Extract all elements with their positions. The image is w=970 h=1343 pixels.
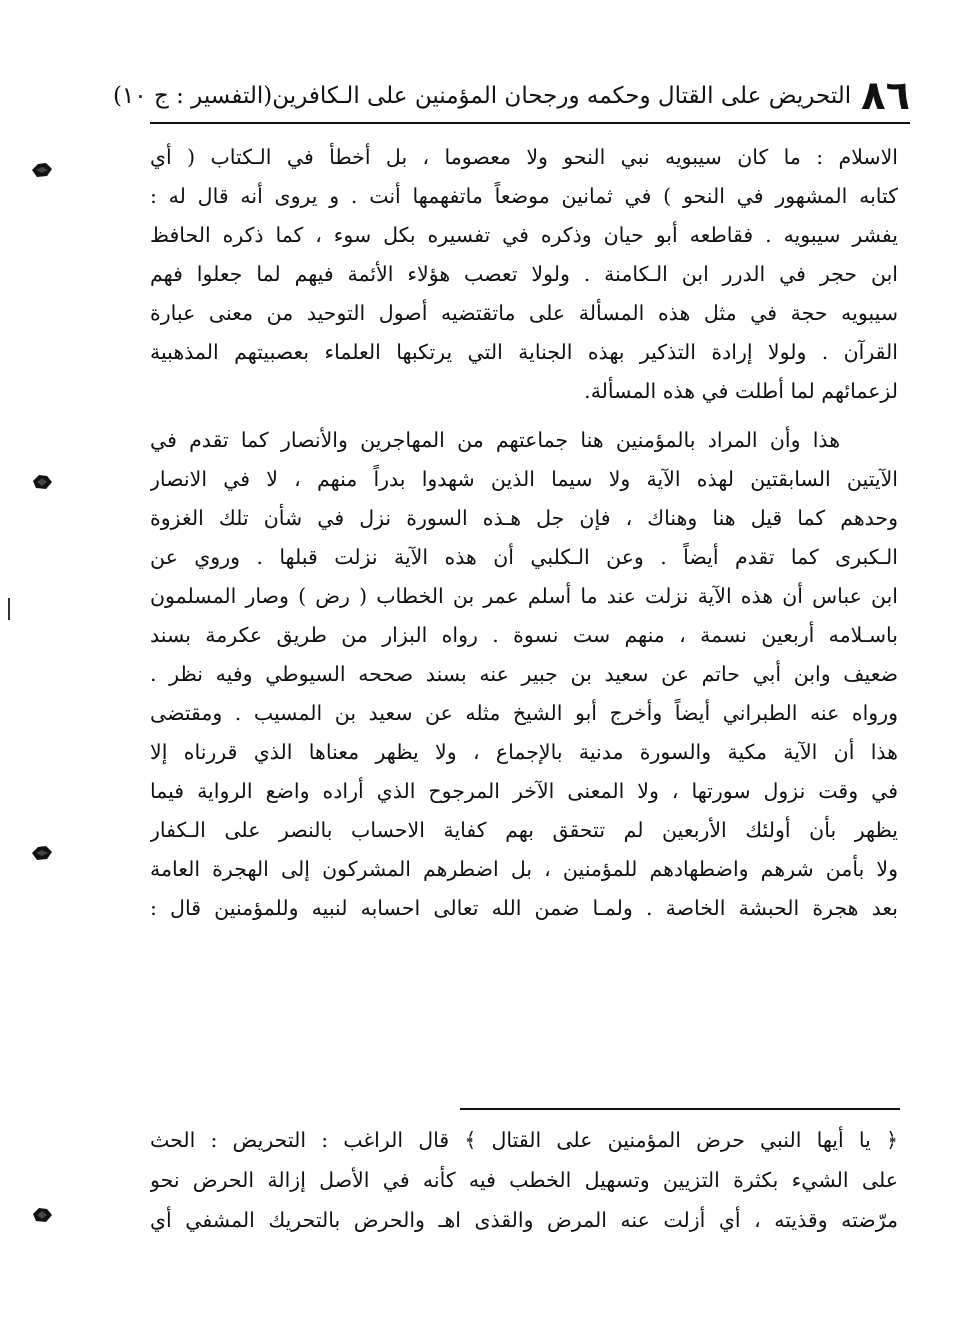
binding-hole-mark-icon <box>30 1205 54 1225</box>
paragraph-1 <box>150 138 898 411</box>
footnote-section <box>150 1120 898 1240</box>
binding-hole-mark-icon <box>30 472 54 492</box>
footnote-line: مرّضته وقذيته ، أي أزلت عنه المرض والقذى اهـ والحرض بالتحريك المشفي أي <box>150 1208 898 1232</box>
text-line: ولا بأمن شرهم واضطهادهم للمؤمنين ، بل اضطرهم المشركون إلى الهجرة العامة <box>150 857 898 881</box>
text-line: الـكبرى كما تقدم أيضاً . وعن الـكلبي أن هذه الآية نزلت قبلها . وروي عن <box>150 545 898 569</box>
paragraph-gap <box>150 411 898 421</box>
text-line: الآيتين السابقتين لهذه الآية ولا سيما الذين شهدوا بدراً منهم ، لا في الانصار <box>150 467 898 491</box>
text-line: يفشر سيبويه . فقاطعه أبو حيان وذكره في تفسيره بكل سوء ، كما ذكره الحافظ <box>150 223 898 247</box>
footnote-line: على الشيء بكثرة التزيين وتسهيل الخطب فيه كأنه في الأصل إزالة الحرض نحو <box>150 1168 898 1192</box>
binding-hole-mark-icon <box>30 843 54 863</box>
text-line: ورواه عنه الطبراني أيضاً وأخرج أبو الشيخ مثله عن سعيد بن المسيب . ومقتضى <box>150 701 898 725</box>
text-line: القرآن . ولولا إرادة التذكير بهذه الجناية التي يرتكبها العلماء بعصبيتهم المذهبية <box>150 340 898 364</box>
main-text <box>150 138 898 928</box>
binding-hole-mark-icon <box>30 160 54 180</box>
page-number: ٨٦ <box>861 73 910 119</box>
text-line: لزعمائهم لما أطلت في هذه المسألة. <box>584 379 898 403</box>
text-line: وحدهم كما قيل هنا وهناك ، فإن جل هـذه السورة نزل في شأن تلك الغزوة <box>150 506 898 530</box>
text-line: بعد هجرة الحبشة الخاصة . ولمـا ضمن الله تعالى احسابه لنبيه وللمؤمنين قال : <box>150 896 898 920</box>
footnote-divider <box>460 1108 900 1110</box>
text-line: هذا أن الآية مكية والسورة مدنية بالإجماع ، ولا يظهر معناها الذي قررناه إلا <box>150 740 898 764</box>
running-title: التحريض على القتال وحكمه ورجحان المؤمنين على الـكافرين(التفسير : ج ١٠) <box>112 83 852 109</box>
text-line: باسـلامه أربعين نسمة ، منهم ست نسوة . رواه البزار من طريق عكرمة بسند <box>150 623 898 647</box>
text-line: الاسلام : ما كان سيبويه نبي النحو ولا معصوما ، بل أخطأ في الـكتاب ( أي <box>150 145 898 169</box>
text-line: كتابه المشهور في النحو ) في ثمانين موضعاً ماتفهمها أنت . و يروى أنه قال له : <box>150 184 898 208</box>
text-line: يظهر بأن أولئك الأربعين لم تتحقق بهم كفاية الاحساب بالنصر على الـكفار <box>150 818 898 842</box>
scan-edge-mark <box>8 598 10 620</box>
text-line: ابن عباس أن هذه الآية نزلت عند ما أسلم عمر بن الخطاب ( رض ) وصار المسلمون <box>150 584 898 608</box>
text-line: في وقت نزول سورتها ، ولا المعنى الآخر المرجوح الذي أراده واضع الرواية فيما <box>150 779 898 803</box>
text-line: هذا وأن المراد بالمؤمنين هنا جماعتهم من المهاجرين والأنصار كما تقدم في <box>150 428 840 452</box>
footnote-line: ﴿ يا أيها النبي حرض المؤمنين على القتال ﴾ قال الراغب : التحريض : الحث <box>150 1128 898 1152</box>
paragraph-2 <box>150 421 898 928</box>
page-header <box>112 70 910 124</box>
text-line: ابن حجر في الدرر ابن الـكامنة . ولولا تعصب هؤلاء الأئمة فيهم لما جعلوا فهم <box>150 262 898 286</box>
text-line: سيبويه حجة في مثل هذه المسألة على ماتقتضيه أصول التوحيد من معنى عبارة <box>150 301 898 325</box>
text-line: ضعيف وابن أبي حاتم عن سعيد بن جبير عنه بسند صححه السيوطي وفيه نظر . <box>150 662 898 686</box>
